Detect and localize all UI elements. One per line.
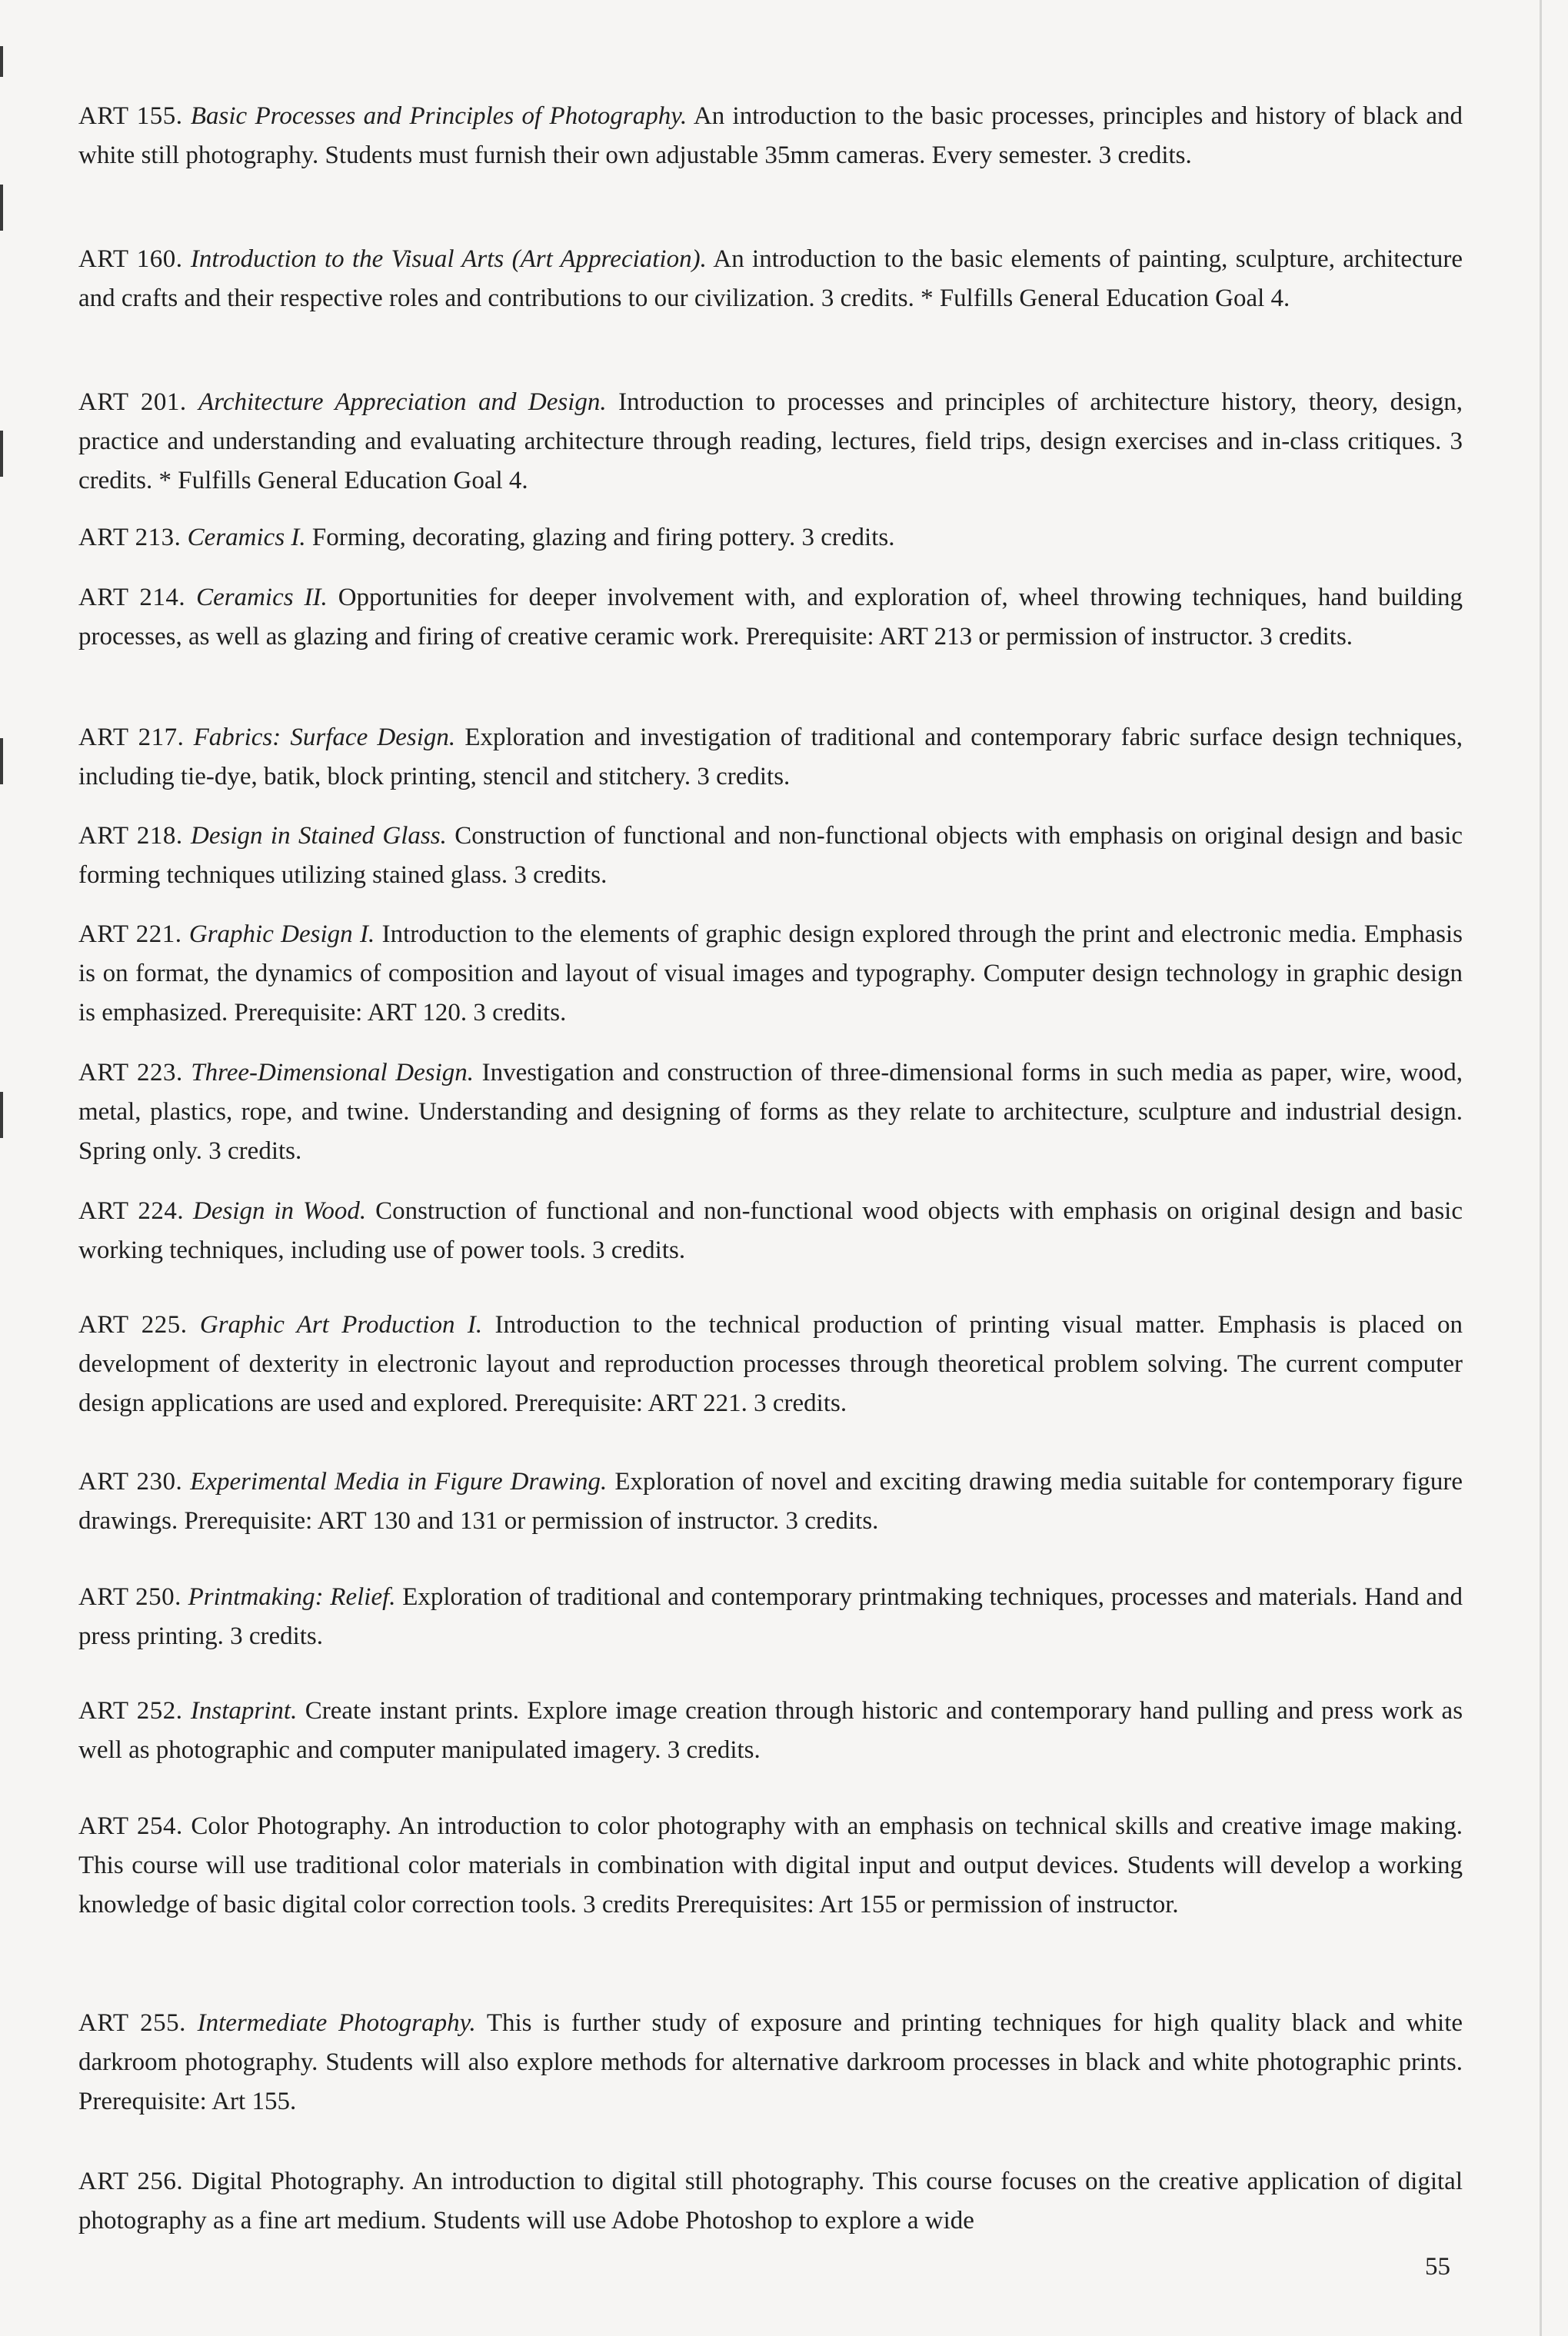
- margin-mark: [0, 46, 3, 77]
- course-code: ART 221.: [78, 920, 182, 948]
- course-entry: [78, 1053, 1463, 1171]
- margin-mark: [0, 185, 3, 231]
- course-title: Ceramics I.: [187, 524, 306, 551]
- course-description: Investigation and construction of three-dimensional forms in such media as paper, wire, wood, metal, plastics, rope, and twine. Understanding and designing of forms as they relate to architecture, sculpture and industrial design. Spring only. 3 credits.: [78, 1059, 1463, 1165]
- course-description: Construction of functional and non-functional objects with emphasis on original design and basic forming techniques utilizing stained glass. 3 credits.: [78, 822, 1463, 889]
- course-title: Instaprint.: [190, 1697, 298, 1725]
- course-code: ART 250.: [78, 1583, 181, 1611]
- course-entry: [78, 1807, 1463, 1925]
- course-code: ART 224.: [78, 1197, 185, 1225]
- course-description: Forming, decorating, glazing and firing pottery. 3 credits.: [311, 524, 895, 551]
- course-code: ART 213.: [78, 524, 181, 551]
- course-title: Graphic Design I.: [188, 920, 375, 948]
- course-title: Fabrics: Surface Design.: [193, 724, 456, 751]
- course-description: Exploration of traditional and contemporary printmaking techniques, processes and materials. Hand and press printing. 3 credits.: [78, 1583, 1463, 1650]
- course-title: Intermediate Photography.: [197, 2009, 476, 2037]
- binding-shadow: [1540, 0, 1542, 2336]
- course-description: An introduction to the basic processes, principles and history of black and white still photography. Students must furnish their own adjustable 35mm cameras. Every semester. 3 credits.: [78, 102, 1463, 169]
- course-code: ART 201.: [78, 388, 187, 416]
- course-code: ART 217.: [78, 724, 185, 751]
- course-title: Design in Stained Glass.: [191, 822, 447, 850]
- course-code: ART 155.: [78, 102, 183, 130]
- course-description: Exploration of novel and exciting drawing media suitable for contemporary figure drawings. Prerequisite: ART 130 and 131 or permission of instructor. 3 credits.: [78, 1468, 1463, 1535]
- course-code: ART 225.: [78, 1311, 188, 1339]
- course-title: Design in Wood.: [192, 1197, 367, 1225]
- course-code: ART 223.: [78, 1059, 183, 1086]
- course-description: Color Photography. An introduction to color photography with an emphasis on technical skills and creative image making. This course will use traditional color materials in combination with digital input and output devices. Students will develop a working knowledge of basic digital color correction tools. 3 credits Prerequisites: Art 155 or permission of instructor.: [78, 1812, 1463, 1918]
- course-entry: [78, 578, 1463, 657]
- course-entry: [78, 2004, 1463, 2121]
- margin-mark: [0, 1092, 3, 1138]
- course-entry: [78, 240, 1463, 318]
- course-title: Graphic Art Production I.: [199, 1311, 483, 1339]
- course-description: Opportunities for deeper involvement with, and exploration of, wheel throwing techniques, hand building processes, as well as glazing and firing of creative ceramic work. Prerequisite: ART 213 or permission of instructor. 3 credits.: [78, 584, 1463, 651]
- course-entry: [78, 2162, 1463, 2241]
- course-entry: [78, 383, 1463, 501]
- course-title: Printmaking: Relief.: [188, 1583, 396, 1611]
- course-code: ART 255.: [78, 2009, 186, 2037]
- course-description: Introduction to the technical production of printing visual matter. Emphasis is placed on development of dexterity in electronic layout and reproduction processes through theoretical problem solving. The current computer design applications are used and explored. Prerequisite: ART 221. 3 credits.: [78, 1311, 1463, 1417]
- course-description: Construction of functional and non-functional wood objects with emphasis on original design and basic working techniques, including use of power tools. 3 credits.: [78, 1197, 1463, 1264]
- course-code: ART 252.: [78, 1697, 183, 1725]
- margin-mark: [0, 738, 3, 784]
- course-title: Basic Processes and Principles of Photography.: [190, 102, 687, 130]
- course-entry: [78, 817, 1463, 895]
- course-title: Introduction to the Visual Arts (Art Appreciation).: [190, 245, 707, 273]
- course-title: Three-Dimensional Design.: [191, 1059, 474, 1086]
- course-code: ART 214.: [78, 584, 186, 611]
- course-entry: [78, 915, 1463, 1033]
- course-title: Architecture Appreciation and Design.: [198, 388, 607, 416]
- course-description: This is further study of exposure and printing techniques for high quality black and white darkroom photography. Students will also explore methods for alternative darkroom processes in black and white photographic prints. Prerequisite: Art 155.: [78, 2009, 1463, 2115]
- course-description: Introduction to the elements of graphic design explored through the print and electronic media. Emphasis is on format, the dynamics of composition and layout of visual images and typography. Computer design technology in graphic design is emphasized. Prerequisite: ART 120. 3 credits.: [78, 920, 1463, 1027]
- course-code: ART 256.: [78, 2168, 184, 2195]
- course-description: Digital Photography. An introduction to digital still photography. This course focuses on the creative application of digital photography as a fine art medium. Students will use Adobe Photoshop to explore a wide: [78, 2168, 1463, 2235]
- course-description: Introduction to processes and principles of architecture history, theory, design, practice and understanding and evaluating architecture through reading, lectures, field trips, design exercises and in-class critiques. 3 credits. * Fulfills General Education Goal 4.: [78, 388, 1463, 494]
- course-entry: [78, 718, 1463, 797]
- course-code: ART 254.: [78, 1812, 183, 1840]
- course-entry: [78, 97, 1463, 175]
- course-entry: [78, 1578, 1463, 1656]
- course-description: Exploration and investigation of traditional and contemporary fabric surface design techniques, including tie-dye, batik, block printing, stencil and stitchery. 3 credits.: [78, 724, 1463, 790]
- course-entry: [78, 1692, 1463, 1770]
- course-code: ART 160.: [78, 245, 183, 273]
- course-entry: [78, 518, 895, 557]
- course-code: ART 218.: [78, 822, 183, 850]
- course-description: An introduction to the basic elements of painting, sculpture, architecture and crafts and their respective roles and contributions to our civilization. 3 credits. * Fulfills General Education Goal 4.: [78, 245, 1463, 312]
- course-entry: [78, 1192, 1463, 1270]
- course-entry: [78, 1462, 1463, 1541]
- course-title: Experimental Media in Figure Drawing.: [190, 1468, 608, 1496]
- course-description: Create instant prints. Explore image creation through historic and contemporary hand pulling and press work as well as photographic and computer manipulated imagery. 3 credits.: [78, 1697, 1463, 1764]
- course-entry: [78, 1306, 1463, 1423]
- course-code: ART 230.: [78, 1468, 183, 1496]
- page-number: 55: [1425, 2253, 1450, 2281]
- margin-mark: [0, 431, 3, 477]
- course-title: Ceramics II.: [196, 584, 328, 611]
